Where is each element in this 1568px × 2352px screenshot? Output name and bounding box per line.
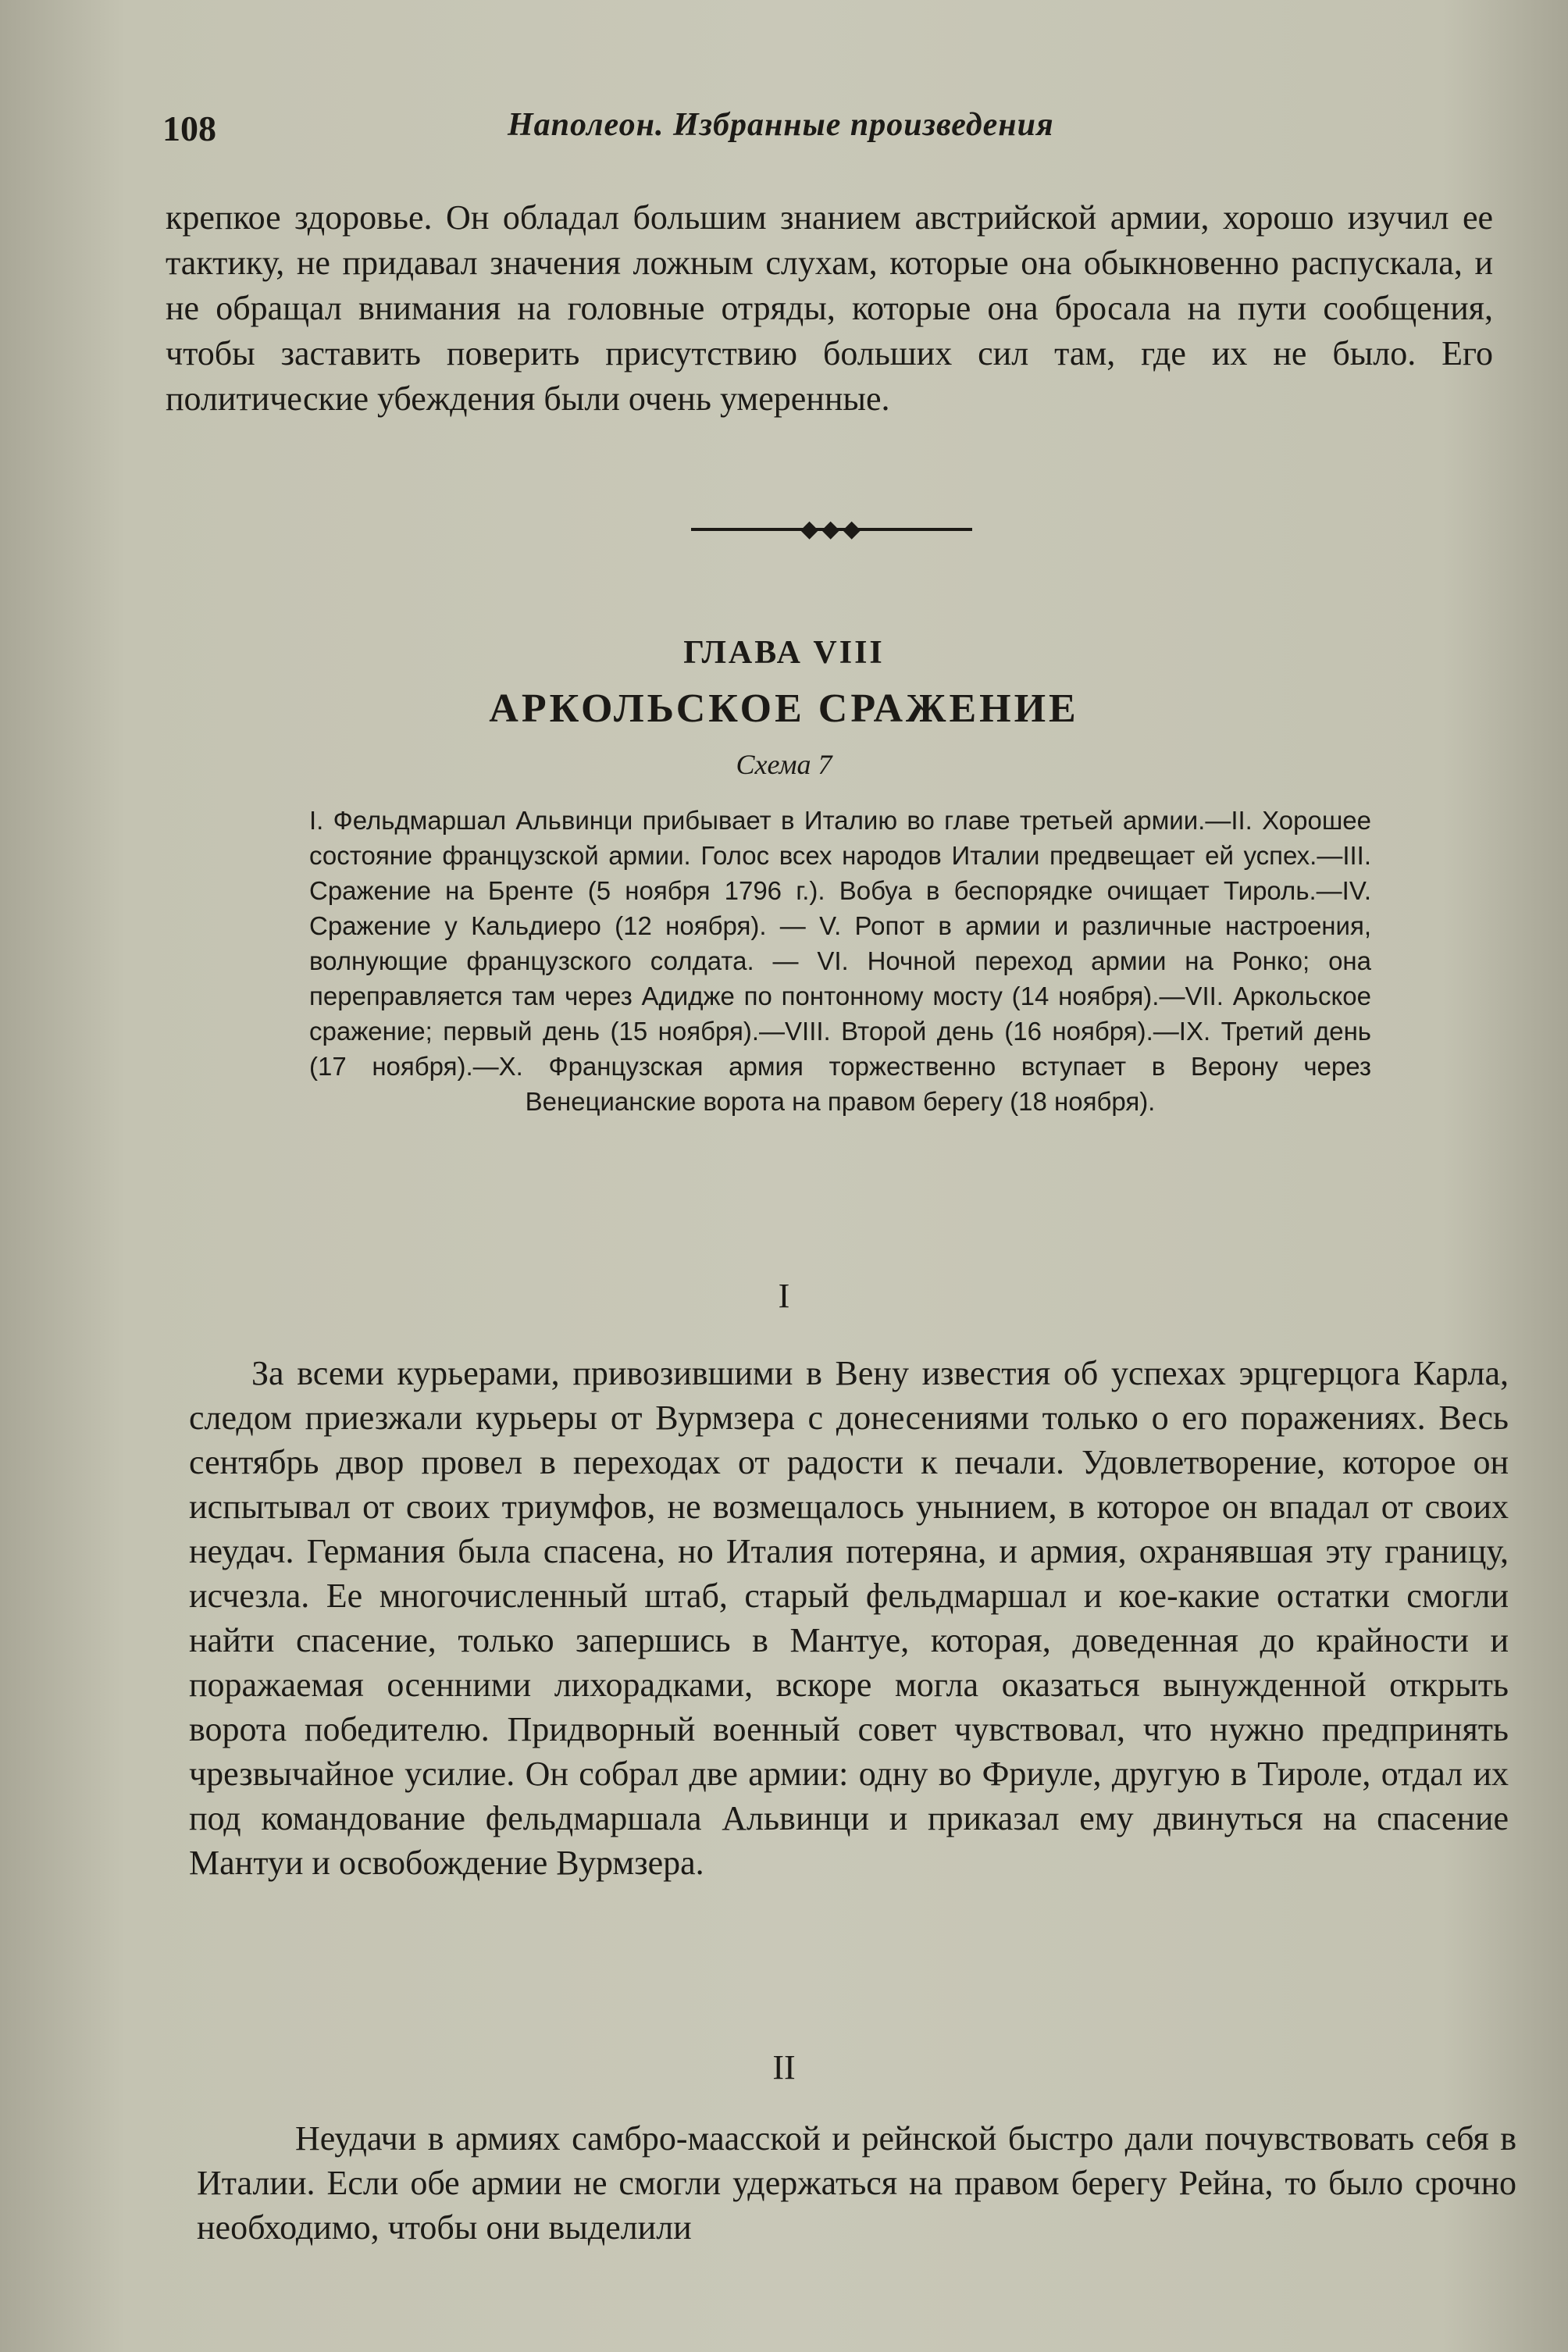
chapter-scheme: Схема 7 [736,749,832,780]
chapter-number: ГЛАВА VIII [683,635,885,671]
chapter-summary: I. Фельдмаршал Альвинци прибывает в Италию во главе третьей армии.—II. Хорошее состояние французской армии. Голос всех народов Италии предвещает ей успех.—III. Сражение на Бренте (5 ноября 1796 г.). Вобуа в беспорядке очищает Тироль.—IV. Сражение у Кальдиеро (12 ноября). — V. Ропот в армии и различные настроения, волнующие французского солдата. — VI. Ночной переход армии на Ронко; она переправляется там через Адидже по понтонному мосту (14 ноября).—VII. Аркольское сражение; первый день (15 ноября).—VIII. Второй день (16 ноября).—IX. Третий день (17 ноября).—X. Французская армия торжественно вступает в Верону через Венецианские ворота на правом берегу (18 ноября). [309,806,1371,1116]
divider-ornament: ◆◆◆ [800,516,864,542]
chapter-title: АРКОЛЬСКОЕ СРАЖЕНИЕ [489,686,1079,731]
running-title: Наполеон. Избранные произведения [508,107,1054,143]
continued-paragraph: крепкое здоровье. Он обладал большим знанием австрийской армии, хорошо изучил ее тактику, не придавал значения ложным слухам, которые она обыкновенно распускала, и не обращал внимания на головные отряды, которые она бросала на пути сообщения, чтобы заставить поверить присутствию больших сил там, где их не было. Его политические убеждения были очень умеренные. [166,198,1493,418]
section-paragraph: За всеми курьерами, привозившими в Вену известия об успехах эрцгерцога Карла, следом приезжали курьеры от Вурмзера с донесениями только о его поражениях. Весь сентябрь двор провел в переходах от радости к печали. Удовлетворение, которое он испытывал от своих триумфов, не возмещалось унынием, в которое он впадал от своих неудач. Германия была спасена, но Италия потеряна, и армия, охранявшая эту границу, исчезла. Ее многочисленный штаб, старый фельдмаршал и кое-какие остатки смогли найти спасение, только запершись в Мантуе, которая, доведенная до крайности и поражаемая осенними лихорадками, вскоре могла оказаться вынужденной открыть ворота победителю. Придворный военный совет чувствовал, что нужно предпринять чрезвычайное усилие. Он собрал две армии: одну во Фриуле, другую в Тироле, отдал их под командование фельдмаршала Альвинци и приказал ему двинуться на спасение Мантуи и освобождение Вурмзера. [189,1354,1509,1882]
page-number: 108 [162,109,216,148]
section-number: I [778,1277,790,1315]
section-paragraph: Неудачи в армиях самбро-маасской и рейнской быстро дали почувствовать себя в Италии. Если обе армии не смогли удержаться на правом берегу Рейна, то было срочно необходимо, чтобы они выделили [197,2119,1516,2247]
section-number: II [772,2048,796,2087]
